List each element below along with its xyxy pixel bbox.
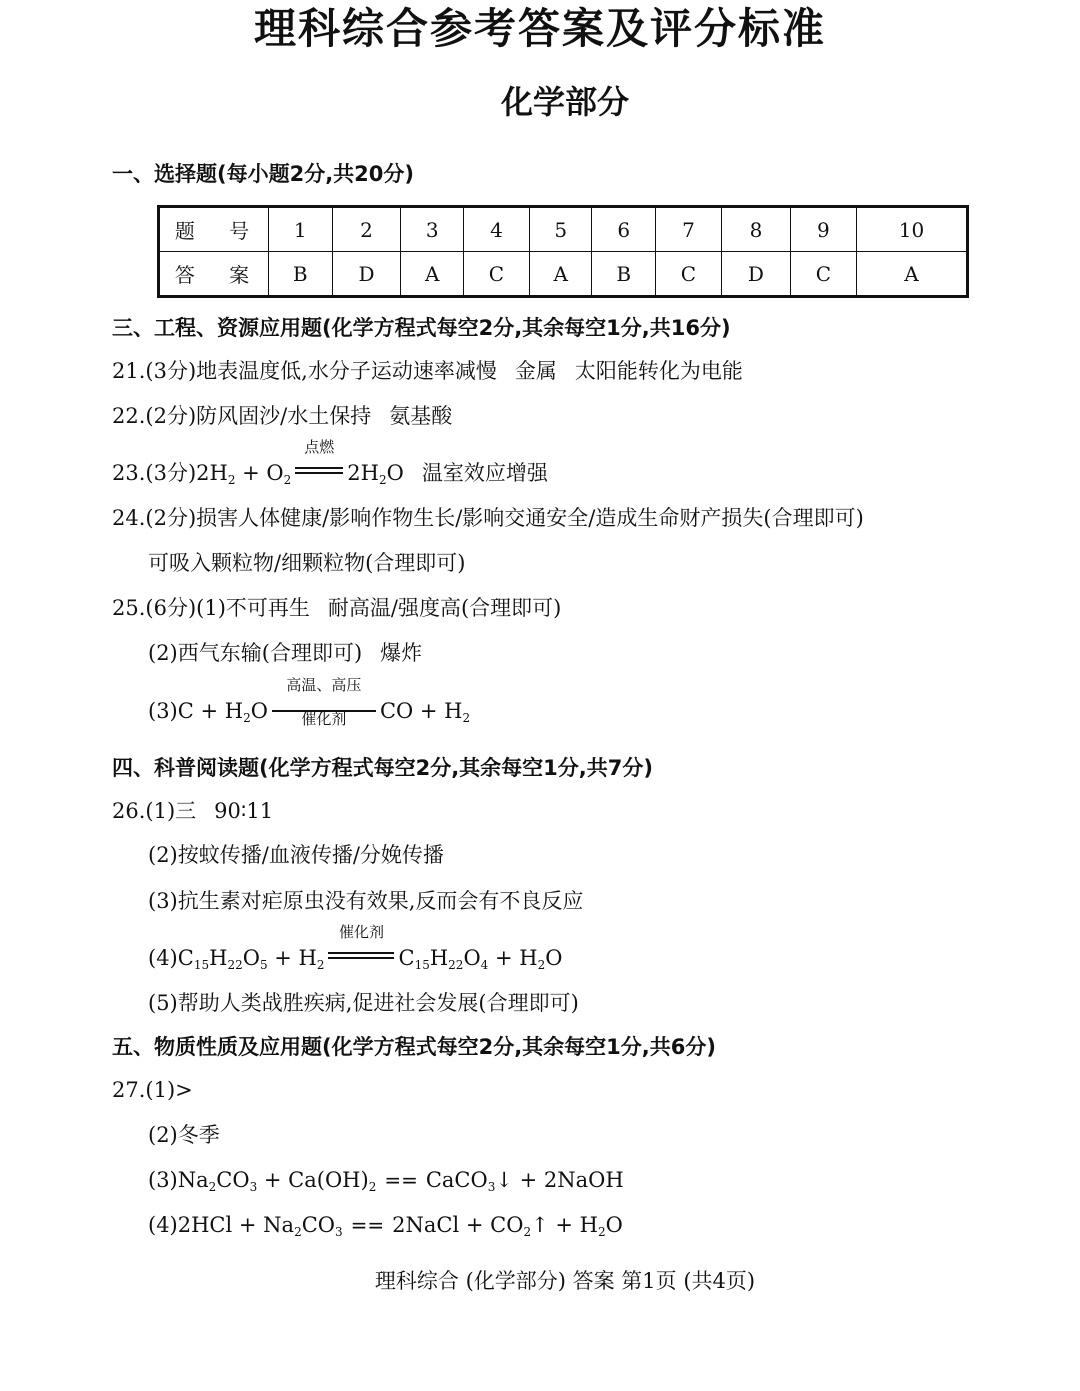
table-cell: 1 xyxy=(269,207,333,252)
answer-26-part2: (2)按蚊传播/血液传播/分娩传播 xyxy=(148,843,444,867)
section4-heading: 四、科普阅读题(化学方程式每空2分,其余每空1分,共7分) xyxy=(112,756,653,780)
answer-text: 太阳能转化为电能 xyxy=(574,359,743,383)
table-cell: B xyxy=(269,252,333,297)
answer-27-part2: (2)冬季 xyxy=(148,1123,220,1147)
answer-21 xyxy=(112,357,743,385)
question-number: 27. xyxy=(112,1078,146,1102)
table-cell: A xyxy=(856,252,967,297)
question-number: 23.(3分) xyxy=(112,461,197,485)
answer-text: 损害人体健康/影响作物生长/影响交通安全/造成生命财产损失(合理即可) xyxy=(196,506,864,530)
table-cell: 8 xyxy=(721,207,790,252)
answer-text: 金属 xyxy=(514,359,557,383)
answer-25-part2 xyxy=(148,639,422,667)
condition-label: 高温、高压 xyxy=(286,676,362,694)
question-number: 26. xyxy=(112,799,146,823)
table-cell: D xyxy=(332,252,401,297)
question-number: 22.(2分) xyxy=(112,404,197,428)
section1-heading: 一、选择题(每小题2分,共20分) xyxy=(112,162,415,186)
section5-heading: 五、物质性质及应用题(化学方程式每空2分,其余每空1分,共6分) xyxy=(112,1035,716,1059)
answer-27-part3 xyxy=(148,1166,624,1194)
sub-label: (1) xyxy=(196,596,226,620)
table-header-number: 题 号 xyxy=(159,207,269,252)
catalyst-label: 催化剂 xyxy=(301,710,347,728)
answer-text: 氨基酸 xyxy=(389,404,453,428)
section3-heading: 三、工程、资源应用题(化学方程式每空2分,其余每空1分,共16分) xyxy=(112,316,731,340)
answer-text: 不可再生 xyxy=(225,596,310,620)
question-number: 21.(3分) xyxy=(112,359,197,383)
sub-label: (3) xyxy=(148,699,178,723)
page-footer: 理科综合 (化学部分) 答案 第1页 (共4页) xyxy=(374,1269,756,1293)
equation: $2HCl + Na_2CO_3$ == 2NaCl + $CO_2↑ + H_2O$ xyxy=(177,1213,623,1239)
table-cell: A xyxy=(529,252,592,297)
answer-text: (1)> xyxy=(145,1078,193,1102)
answer-text: 耐高温/强度高(合理即可) xyxy=(327,596,562,620)
answer-text: (1)三 xyxy=(145,799,197,823)
answer-table xyxy=(157,205,969,298)
table-cell: A xyxy=(401,252,464,297)
table-cell: D xyxy=(721,252,790,297)
table-cell: 10 xyxy=(856,207,967,252)
answer-26-part3: (3)抗生素对疟原虫没有效果,反而会有不良反应 xyxy=(148,889,584,913)
sub-label: (3) xyxy=(148,1168,178,1192)
equation: $Na_2CO_3 + Ca(OH)_2$ == CaCO$_3$↓ + 2NaOH xyxy=(177,1168,624,1194)
answer-23 xyxy=(112,438,548,487)
sub-label: (2) xyxy=(148,641,178,665)
table-cell: 2 xyxy=(332,207,401,252)
answer-26-part5: (5)帮助人类战胜疾病,促进社会发展(合理即可) xyxy=(148,991,579,1015)
answer-26-part4 xyxy=(148,923,563,972)
page-title: 理科综合参考答案及评分标准 xyxy=(253,4,826,53)
table-cell: B xyxy=(592,252,656,297)
page-subtitle: 化学部分 xyxy=(500,83,629,121)
equation: $C + H_2O$ 高温、高压 催化剂 CO + $H_2$ xyxy=(177,676,471,728)
sub-label: (4) xyxy=(148,946,178,970)
answer-27 xyxy=(112,1076,193,1104)
answer-26 xyxy=(112,797,273,825)
table-cell: 3 xyxy=(401,207,464,252)
answer-text: 爆炸 xyxy=(380,641,423,665)
table-cell: 6 xyxy=(592,207,656,252)
equation: $2H_2 + O_2$ 点燃 $2H_2O$ xyxy=(196,438,404,487)
answer-text: 地表温度低,水分子运动速率减慢 xyxy=(196,359,497,383)
answer-24 xyxy=(112,504,864,532)
answer-25-part3 xyxy=(148,676,471,728)
question-number: 24.(2分) xyxy=(112,506,197,530)
answer-text: 温室效应增强 xyxy=(421,461,548,485)
answer-22 xyxy=(112,402,452,430)
sub-label: (4) xyxy=(148,1213,178,1237)
answer-text: 防风固沙/水土保持 xyxy=(196,404,372,428)
table-cell: C xyxy=(463,252,529,297)
table-row-numbers xyxy=(159,207,968,252)
table-cell: 9 xyxy=(790,207,856,252)
table-cell: C xyxy=(790,252,856,297)
answer-24-line2: 可吸入颗粒物/细颗粒物(合理即可) xyxy=(148,551,466,575)
table-cell: 4 xyxy=(463,207,529,252)
answer-27-part4 xyxy=(148,1211,623,1239)
table-row-answers xyxy=(159,252,968,297)
table-cell: 5 xyxy=(529,207,592,252)
table-cell: 7 xyxy=(655,207,721,252)
equation: $C_{15}H_{22}O_5 + H_2$ 催化剂 $C_{15}H_{22}O_4 + H_2O$ xyxy=(177,923,563,972)
table-header-answer: 答 案 xyxy=(159,252,269,297)
answer-25 xyxy=(112,594,561,622)
table-cell: C xyxy=(655,252,721,297)
condition-label: 催化剂 xyxy=(338,923,384,941)
answer-text: 90∶11 xyxy=(214,799,274,823)
condition-label: 点燃 xyxy=(304,438,335,456)
answer-text: 西气东输(合理即可) xyxy=(177,641,363,665)
question-number: 25.(6分) xyxy=(112,596,197,620)
